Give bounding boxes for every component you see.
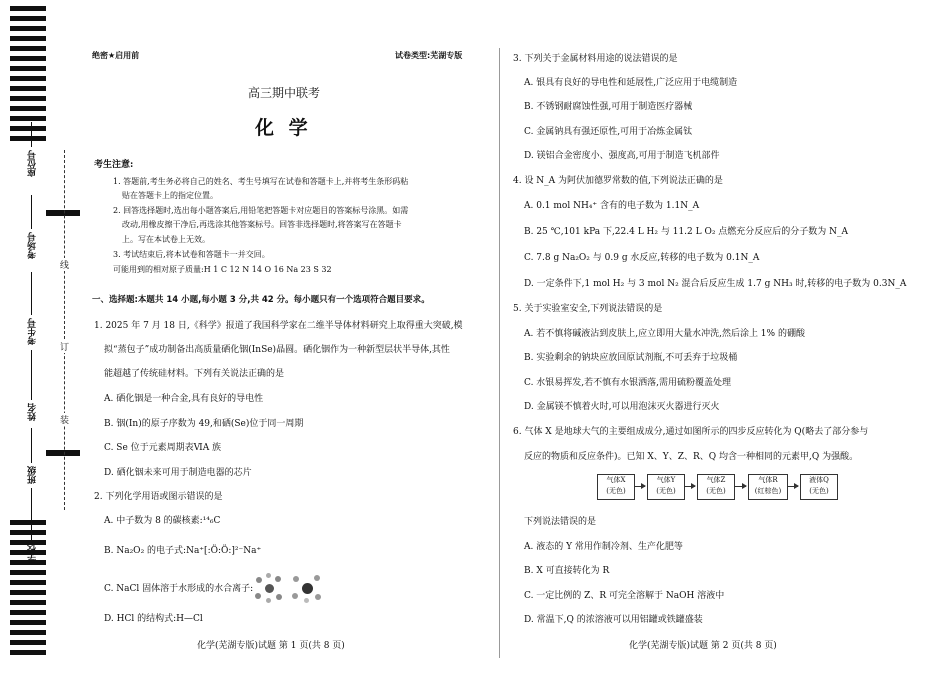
flow-box-note: (无色) <box>809 487 829 495</box>
q1-option-d: D. 硒化铟未来可用于制造电器的芯片 <box>104 468 252 478</box>
flow-box-note: (无色) <box>606 487 626 495</box>
class-label: 班级 <box>28 466 38 484</box>
notice-title: 考生注意: <box>94 160 134 170</box>
footer-left: 化学(芜湖专版)试题 第 1 页(共 8 页) <box>197 641 345 651</box>
q1-option-b: B. 铟(In)的原子序数为 49,和硒(Se)位于同一周期 <box>104 419 304 429</box>
seat-label: 座位号 <box>28 150 38 177</box>
q3-stem: 3. 下列关于金属材料用途的说法错误的是 <box>513 54 678 64</box>
q6-option-c: C. 一定比例的 Z、R 可完全溶解于 NaOH 溶液中 <box>524 591 725 601</box>
flow-box-note: (无色) <box>656 487 676 495</box>
q6-stem: 反应的物质和反应条件)。已知 X、Y、Z、R、Q 均含一种相同的元素甲,Q 为强酸。 <box>524 452 859 462</box>
exam-no-label: 考生号 <box>28 318 38 345</box>
q2-option-a: A. 中子数为 8 的碳核素:¹⁴₆C <box>104 516 221 526</box>
barcode-stripes-bottom <box>10 520 46 660</box>
q4-stem: 4. 设 N_A 为阿伏加德罗常数的值,下列说法正确的是 <box>513 176 723 186</box>
section-heading: 一、选择题:本题共 14 小题,每小题 3 分,共 42 分。每小题只有一个选项符合题目要求。 <box>92 295 430 305</box>
school-fill-line <box>31 488 32 542</box>
cut-label-order: 订 <box>60 340 69 353</box>
q5-option-d: D. 金属镁不慎着火时,可以用泡沫灭火器进行灭火 <box>524 402 720 412</box>
flow-box-z <box>697 474 735 500</box>
q1-option-c: C. Se 位于元素周期表ⅥA 族 <box>104 443 222 453</box>
q6-option-d: D. 常温下,Q 的浓溶液可以用铝罐或铁罐盛装 <box>524 615 703 625</box>
subject-title: 化 学 <box>255 117 312 139</box>
exam-no-fill-line <box>31 272 32 315</box>
cut-label-line: 线 <box>60 258 69 271</box>
q2-option-c: C. NaCl 固体溶于水形成的水合离子: <box>104 584 254 594</box>
flow-box-y <box>647 474 685 500</box>
notice-line: 贴在答题卡上的指定位置。 <box>122 191 218 200</box>
paper-type: 试卷类型:芜湖专版 <box>395 51 463 60</box>
cut-line <box>64 150 65 510</box>
notice-line: 3. 考试结束后,将本试卷和答题卡一并交回。 <box>113 250 270 259</box>
flow-box-name: 液体Q <box>809 476 829 484</box>
room-label: 考场号 <box>28 232 38 259</box>
barcode-stripes-top <box>10 6 46 146</box>
q1-stem: 1. 2025 年 7 月 18 日,《科学》报道了我国科学家在二维半导体材料研究上取得重大突破,模 <box>94 321 463 331</box>
flow-box-note: (红棕色) <box>754 487 782 495</box>
hydrated-ion-cl-image <box>292 573 322 603</box>
q3-option-b: B. 不锈钢耐腐蚀性强,可用于制造医疗器械 <box>524 102 693 112</box>
flow-box-name: 气体Z <box>706 476 726 484</box>
q3-option-c: C. 金属钠具有强还原性,可用于冶炼金属钛 <box>524 127 693 137</box>
atomic-masses: 可能用到的相对原子质量:H 1 C 12 N 14 O 16 Na 23 S 32 <box>113 265 332 274</box>
flow-box-name: 气体R <box>758 476 778 484</box>
flow-arrow <box>685 486 695 487</box>
flow-box-q <box>800 474 838 500</box>
q3-option-d: D. 镁铝合金密度小、强度高,可用于制造飞机部件 <box>524 151 720 161</box>
reaction-flow-diagram <box>597 474 837 502</box>
q6-option-a: A. 液态的 Y 常用作制冷剂、生产化肥等 <box>524 542 683 552</box>
notice-line: 2. 回答选择题时,选出每小题答案后,用铅笔把答题卡对应题目的答案标号涂黑。如需 <box>113 206 409 215</box>
class-fill-line <box>31 428 32 463</box>
q6-option-b: B. X 可直接转化为 R <box>524 566 610 576</box>
q3-option-a: A. 银具有良好的导电性和延展性,广泛应用于电缆制造 <box>524 78 738 88</box>
binding-strip <box>0 0 92 688</box>
q4-option-a: A. 0.1 mol NH₄⁺ 含有的电子数为 1.1N_A <box>524 201 700 211</box>
q2-stem: 2. 下列化学用语或图示错误的是 <box>94 492 223 502</box>
room-fill-line <box>31 195 32 229</box>
cut-label-bind: 装 <box>60 413 69 426</box>
q1-stem: 能超越了传统硅材料。下列有关说法正确的是 <box>104 369 285 379</box>
strip-bar <box>46 210 80 216</box>
strip-bar <box>46 450 80 456</box>
flow-box-r <box>748 474 788 500</box>
secret-mark: 绝密★启用前 <box>92 51 140 60</box>
q5-stem: 5. 关于实验室安全,下列说法错误的是 <box>513 304 663 314</box>
flow-box-name: 气体Y <box>656 476 676 484</box>
q4-option-b: B. 25 ℃,101 kPa 下,22.4 L H₂ 与 11.2 L O₂ 点燃充分反应后的分子数为 N_A <box>524 227 849 237</box>
flow-box-name: 气体X <box>606 476 626 484</box>
flow-arrow <box>635 486 645 487</box>
q6-ask: 下列说法错误的是 <box>524 517 597 527</box>
q4-option-d: D. 一定条件下,1 mol H₂ 与 3 mol N₂ 混合后反应生成 1.7 g NH₃ 时,转移的电子数为 0.3N_A <box>524 279 907 289</box>
school-label: 学校 <box>28 545 38 563</box>
q2-option-d: D. HCl 的结构式:H—Cl <box>104 614 203 624</box>
flow-arrow <box>735 486 746 487</box>
exam-title: 高三期中联考 <box>248 86 321 100</box>
q4-option-c: C. 7.8 g Na₂O₂ 与 0.9 g 水反应,转移的电子数为 0.1N_A <box>524 253 760 263</box>
hydrated-ion-na-image <box>254 573 284 603</box>
notice-line: 1. 答题前,考生务必将自己的姓名、考生号填写在试卷和答题卡上,并将考生条形码粘 <box>113 177 409 186</box>
flow-box-note: (无色) <box>706 487 726 495</box>
footer-right: 化学(芜湖专版)试题 第 2 页(共 8 页) <box>629 641 777 651</box>
column-divider <box>499 48 500 658</box>
seat-fill-line <box>31 122 32 147</box>
q1-option-a: A. 硒化铟是一种合金,具有良好的导电性 <box>104 394 264 404</box>
name-label: 姓名 <box>28 403 38 421</box>
flow-box-x <box>597 474 635 500</box>
q2-option-b: B. Na₂O₂ 的电子式:Na⁺[:Ö:Ö:]²⁻Na⁺ <box>104 546 262 556</box>
q5-option-c: C. 水银易挥发,若不慎有水银洒落,需用硫粉覆盖处理 <box>524 378 732 388</box>
q1-stem: 拟“蒸包子”成功制备出高质量硒化铟(InSe)晶圆。硒化铟作为一种新型层状半导体,其性 <box>104 345 450 355</box>
notice-line: 上。写在本试卷上无效。 <box>122 235 210 244</box>
flow-arrow <box>788 486 798 487</box>
name-fill-line <box>31 350 32 400</box>
q5-option-a: A. 若不慎将碱液沾到皮肤上,应立即用大量水冲洗,然后涂上 1% 的硼酸 <box>524 329 805 339</box>
q6-stem: 6. 气体 X 是地球大气的主要组成成分,通过如图所示的四步反应转化为 Q(略去了部分参与 <box>513 427 869 437</box>
notice-line: 改动,用橡皮擦干净后,再选涂其他答案标号。回答非选择题时,将答案写在答题卡 <box>122 220 402 229</box>
q5-option-b: B. 实验剩余的钠块应放回原试剂瓶,不可丢弃于垃圾桶 <box>524 353 738 363</box>
